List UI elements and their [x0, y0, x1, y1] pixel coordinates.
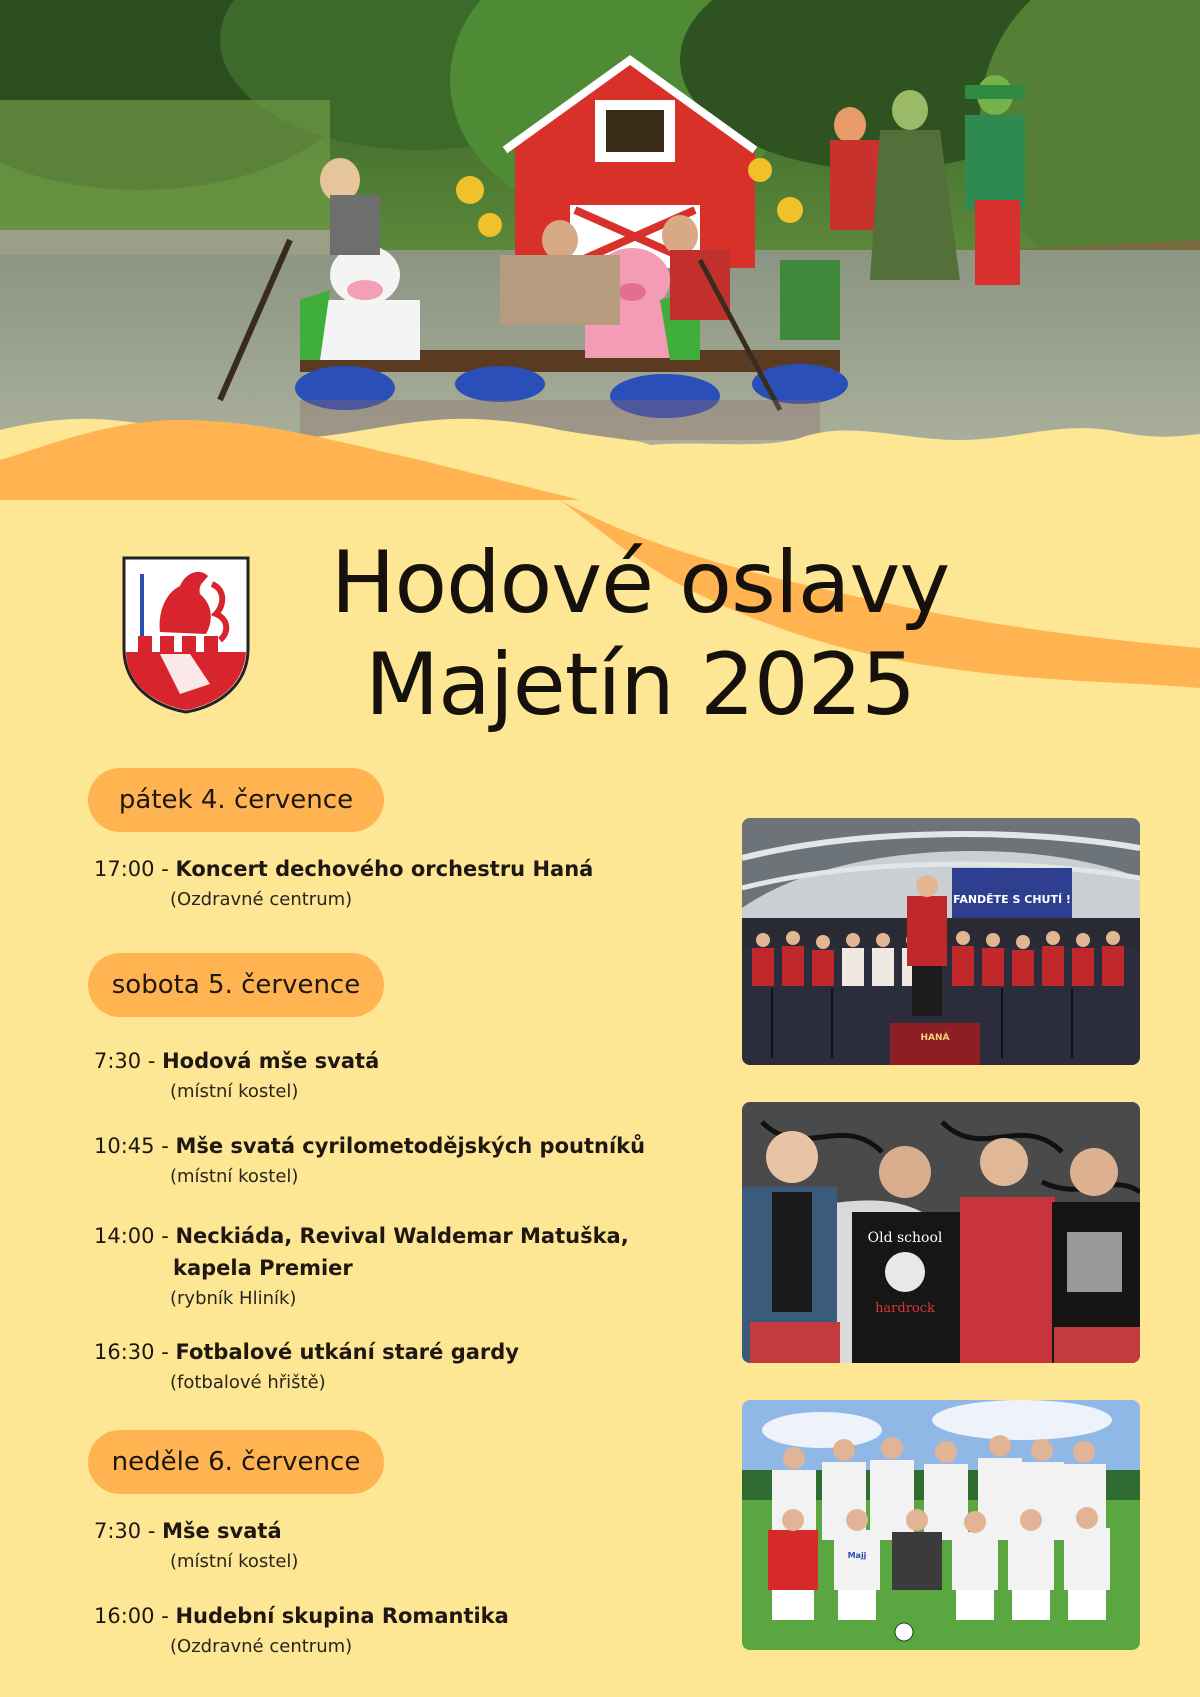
shirt-text-2: hardrock — [875, 1301, 935, 1316]
hero-photo — [0, 0, 1200, 500]
event-name-continued: kapela Premier — [173, 1256, 353, 1280]
event-item — [94, 853, 593, 915]
coat-of-arms-icon — [120, 554, 252, 714]
event-time: 10:45 - — [94, 1134, 169, 1158]
event-location: (fotbalové hřiště) — [170, 1372, 326, 1393]
shirt-text: Majj — [847, 1551, 867, 1560]
shirt-text-1: Old school — [867, 1230, 943, 1246]
event-name: Mše svatá — [162, 1519, 282, 1543]
event-time: 17:00 - — [94, 857, 169, 881]
event-name: Koncert dechového orchestru Haná — [175, 857, 594, 881]
title-line-1: Hodové oslavy — [330, 533, 950, 633]
podium-text: HANÁ — [920, 1033, 950, 1043]
event-name: Hodová mše svatá — [162, 1049, 380, 1073]
event-location: (Ozdravné centrum) — [170, 1636, 353, 1657]
title-line-2: Majetín 2025 — [364, 635, 916, 735]
day-heading-sunday: neděle 6. července — [88, 1430, 384, 1494]
event-item — [94, 1130, 645, 1192]
event-time: 14:00 - — [94, 1224, 169, 1248]
event-time: 7:30 - — [94, 1049, 156, 1073]
event-item — [94, 1220, 629, 1314]
event-location: (místní kostel) — [170, 1081, 299, 1102]
orchestra-photo — [742, 818, 1140, 1065]
banner-text: FANDĚTE S CHUTÍ ! — [953, 893, 1071, 906]
event-location: (Ozdravné centrum) — [170, 889, 353, 910]
event-time: 16:00 - — [94, 1604, 169, 1628]
event-location: (rybník Hliník) — [170, 1288, 297, 1309]
day-heading-friday: pátek 4. července — [88, 768, 384, 832]
event-item — [94, 1336, 519, 1398]
day-heading-saturday: sobota 5. července — [88, 953, 384, 1017]
event-item — [94, 1600, 509, 1662]
raft-scene-image — [0, 0, 1200, 500]
event-name: Mše svatá cyrilometodějských poutníků — [175, 1134, 646, 1158]
event-item — [94, 1515, 298, 1577]
band-photo — [742, 1102, 1140, 1363]
football-team-photo — [742, 1400, 1140, 1650]
page-title — [290, 532, 990, 736]
event-time: 16:30 - — [94, 1340, 169, 1364]
event-item — [94, 1045, 379, 1107]
event-name: Neckiáda, Revival Waldemar Matuška, — [175, 1224, 629, 1248]
event-time: 7:30 - — [94, 1519, 156, 1543]
event-name: Fotbalové utkání staré gardy — [175, 1340, 519, 1364]
event-name: Hudební skupina Romantika — [175, 1604, 509, 1628]
event-location: (místní kostel) — [170, 1166, 299, 1187]
event-location: (místní kostel) — [170, 1551, 299, 1572]
